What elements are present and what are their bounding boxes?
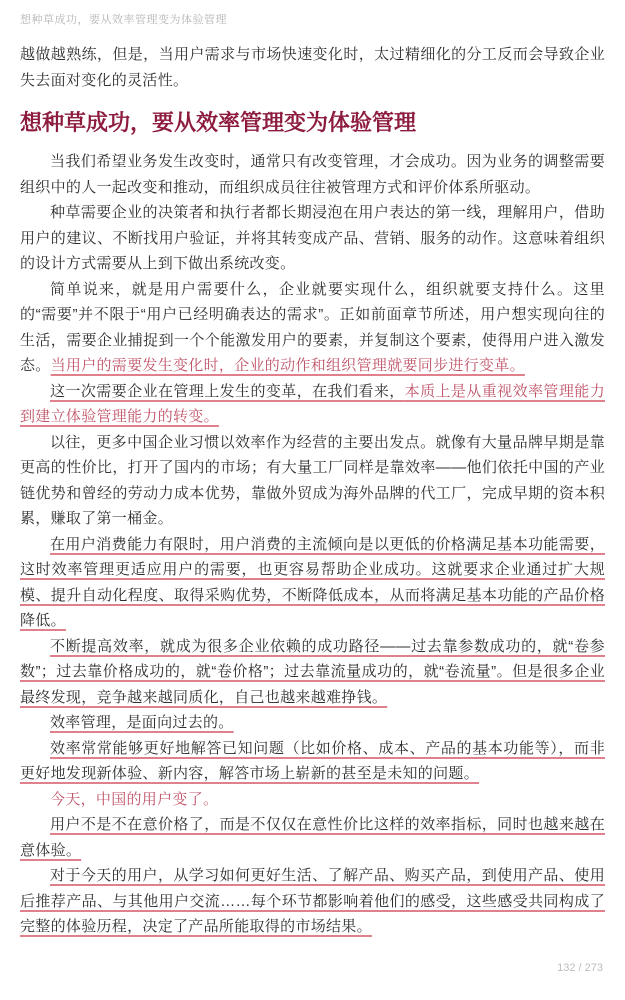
- paragraph: [20, 430, 605, 532]
- body-text: 当我们希望业务发生改变时，通常只有改变管理，才会成功。因为业务的调整需要组织中的人一起改变和推动，而组织成员往往被管理方式和评价体系所驱动。: [20, 153, 605, 196]
- chapter-header-breadcrumb: 想种草成功，要从效率管理变为体验管理: [20, 14, 227, 26]
- highlighted-text[interactable]: 对于今天的用户，从学习如何更好生活、了解产品、购买产品，到使用产品、使用后推荐产品、与其他用户交流……每个环节都影响着他们的感受，这些感受共同构成了完整的体验历程，决定了产品所能取得的市场结果。: [20, 867, 605, 935]
- highlighted-text[interactable]: 效率常常能够更好地解答已知问题（比如价格、成本、产品的基本功能等），而非更好地发现新体验、新内容，解答市场上崭新的甚至是未知的问题。: [20, 739, 605, 782]
- body-text: 以往，更多中国企业习惯以效率作为经营的主要出发点。就像有大量品牌早期是靠更高的性价比，打开了国内的市场；有大量工厂同样是靠效率——他们依托中国的产业链优势和曾经的劳动力成本优势，靠做外贸成为海外品牌的代工厂，完成早期的资本积累，赚取了第一桶金。: [20, 433, 605, 527]
- paragraph: [20, 42, 605, 93]
- highlighted-text[interactable]: 这一次需要企业在管理上发生的变革，在我们看来，: [50, 382, 405, 400]
- paragraph: [20, 736, 605, 787]
- emphasis-text: 今天，中国的用户变了。: [50, 790, 219, 808]
- paragraph: [20, 863, 605, 940]
- paragraph: [20, 710, 605, 736]
- paragraph: [20, 787, 605, 813]
- paragraph: [20, 812, 605, 863]
- paragraph: [20, 379, 605, 430]
- highlighted-text[interactable]: 用户不是不在意价格了，而是不仅仅在意性价比这样的效率指标，同时也越来越在意体验。: [20, 816, 605, 859]
- paragraph: [20, 149, 605, 200]
- paragraph: [20, 532, 605, 634]
- highlighted-text[interactable]: 效率管理，是面向过去的。: [50, 714, 234, 731]
- page-progress-indicator: 132 / 273: [557, 962, 603, 974]
- body-text: 种草需要企业的决策者和执行者都长期浸泡在用户表达的第一线，理解用户，借助用户的建议、不断找用户验证，并将其转变成产品、营销、服务的动作。这意味着组织的设计方式需要从上到下做出系统改变。: [20, 204, 605, 272]
- body-text: 简单说来，就是用户需要什么，企业就要实现什么，组织就要支持什么。这里的“需要”并不限于“用户已经明确表达的需求”。正如前面章节所述，用户想实现向往的生活，需要企业捕捉到一个个能激发用户的要素，并复制这个要素，使得用户进入激发态。: [20, 280, 605, 374]
- highlighted-text[interactable]: 不断提高效率，就成为很多企业依赖的成功路径——过去靠参数成功的，就“卷参数”；过去靠价格成功的，就“卷价格”；过去靠流量成功的，就“卷流量”。但是很多企业最终发现，竞争越来越同质化，自己也越来越难挣钱。: [20, 637, 605, 706]
- chapter-title: 想种草成功，要从效率管理变为体验管理: [20, 110, 417, 135]
- paragraph: [20, 200, 605, 277]
- highlighted-text[interactable]: 本质上是从重视效率管理能力到建立体验管理能力的转变。: [20, 382, 605, 425]
- highlighted-text[interactable]: 当用户的需要发生变化时，企业的动作和组织管理就要同步进行变革。: [50, 357, 525, 374]
- reading-content: [20, 42, 605, 940]
- paragraph: [20, 277, 605, 379]
- paragraph: [20, 634, 605, 711]
- body-text: 越做越熟练，但是，当用户需求与市场快速变化时，太过精细化的分工反而会导致企业失去面对变化的灵活性。: [20, 46, 605, 89]
- highlighted-text[interactable]: 在用户消费能力有限时，用户消费的主流倾向是以更低的价格满足基本功能需要，这时效率管理更适应用户的需要，也更容易帮助企业成功。这就要求企业通过扩大规模、提升自动化程度、取得采购优势，不断降低成本，从而将满足基本功能的产品价格降低。: [20, 535, 605, 629]
